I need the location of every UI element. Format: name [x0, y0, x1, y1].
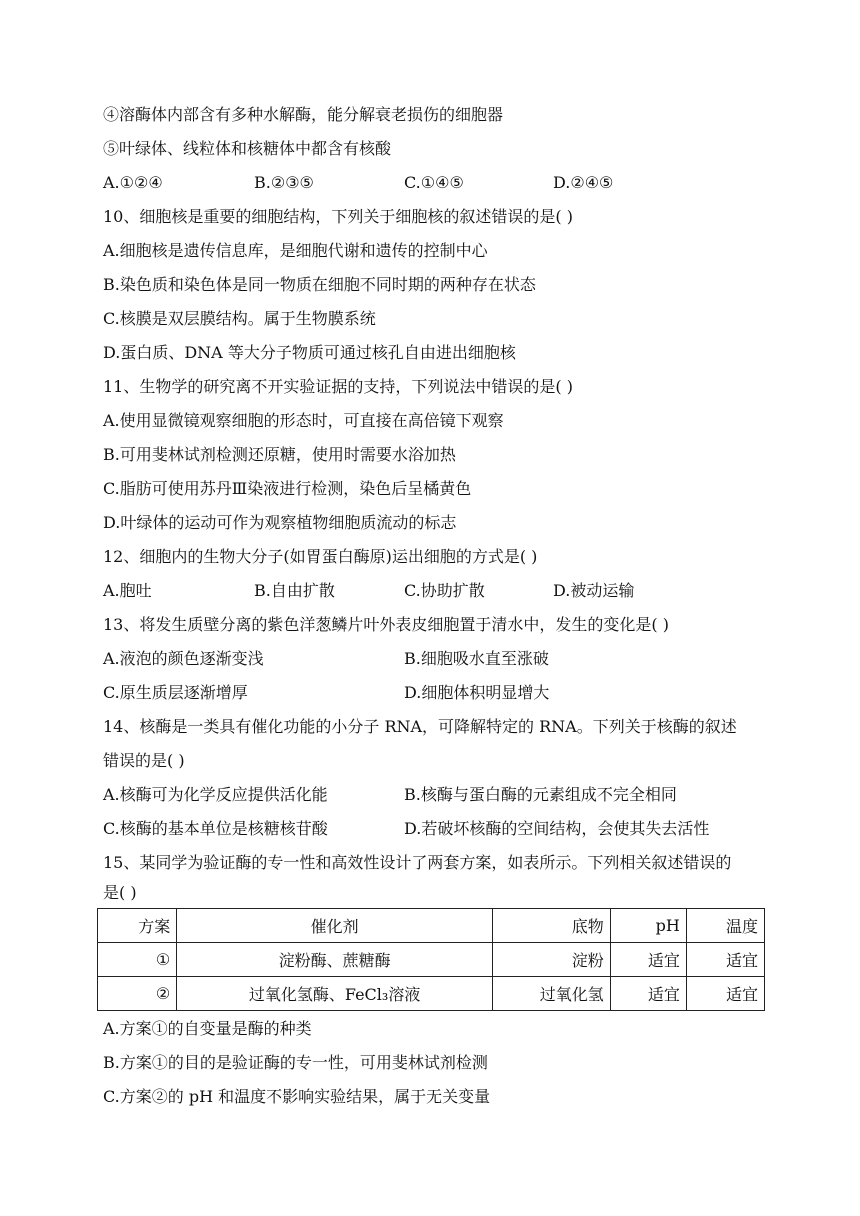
header-substrate: 底物 — [492, 909, 610, 943]
cell-scheme: ② — [98, 977, 177, 1011]
table-header-row — [98, 909, 765, 943]
header-scheme: 方案 — [98, 909, 177, 943]
q13-stem: 13、将发生质壁分离的紫色洋葱鳞片叶外表皮细胞置于清水中，发生的变化是( ) — [103, 615, 669, 634]
q10-option-b: B.染色质和染色体是同一物质在细胞不同时期的两种存在状态 — [103, 275, 536, 294]
cell-temperature: 适宜 — [686, 943, 764, 977]
item-4: ④溶酶体内部含有多种水解酶，能分解衰老损伤的细胞器 — [103, 105, 504, 124]
q12-option-d: D.被动运输 — [553, 581, 635, 600]
q11-option-d: D.叶绿体的运动可作为观察植物细胞质流动的标志 — [103, 513, 457, 532]
q14-option-d: D.若破坏核酶的空间结构，会使其失去活性 — [404, 819, 710, 838]
q9-option-b: B.②③⑤ — [254, 173, 314, 192]
q9-option-d: D.②④⑤ — [553, 173, 614, 192]
q13-option-c: C.原生质层逐渐增厚 — [103, 683, 248, 702]
q12-option-c: C.协助扩散 — [404, 581, 485, 600]
q14-option-c: C.核酶的基本单位是核糖核苷酸 — [103, 819, 328, 838]
scheme-table — [97, 908, 765, 1011]
q10-option-c: C.核膜是双层膜结构。属于生物膜系统 — [103, 309, 376, 328]
q12-option-b: B.自由扩散 — [254, 581, 335, 600]
cell-scheme: ① — [98, 943, 177, 977]
cell-substrate: 过氧化氢 — [492, 977, 610, 1011]
table-row — [98, 943, 765, 977]
q13-option-a: A.液泡的颜色逐渐变浅 — [103, 649, 264, 668]
q10-option-a: A.细胞核是遗传信息库，是细胞代谢和遗传的控制中心 — [103, 241, 488, 260]
cell-temperature: 适宜 — [686, 977, 764, 1011]
q13-option-d: D.细胞体积明显增大 — [404, 683, 550, 702]
header-ph: pH — [610, 909, 686, 943]
q11-option-a: A.使用显微镜观察细胞的形态时，可直接在高倍镜下观察 — [103, 411, 504, 430]
q10-option-d: D.蛋白质、DNA 等大分子物质可通过核孔自由进出细胞核 — [103, 343, 516, 362]
item-5: ⑤叶绿体、线粒体和核糖体中都含有核酸 — [103, 139, 392, 158]
q14-stem-line2: 错误的是( ) — [103, 751, 185, 770]
q15-option-a: A.方案①的自变量是酶的种类 — [103, 1019, 312, 1038]
q11-stem: 11、生物学的研究离不开实验证据的支持，下列说法中错误的是( ) — [103, 377, 573, 396]
q11-option-b: B.可用斐林试剂检测还原糖，使用时需要水浴加热 — [103, 445, 456, 464]
q15-stem-line1: 15、某同学为验证酶的专一性和高效性设计了两套方案，如表所示。下列相关叙述错误的 — [103, 853, 732, 872]
cell-catalyst: 淀粉酶、蔗糖酶 — [177, 943, 493, 977]
table-row — [98, 977, 765, 1011]
cell-substrate: 淀粉 — [492, 943, 610, 977]
q15-option-c: C.方案②的 pH 和温度不影响实验结果，属于无关变量 — [103, 1087, 491, 1106]
q14-option-b: B.核酶与蛋白酶的元素组成不完全相同 — [404, 785, 677, 804]
header-catalyst: 催化剂 — [177, 909, 493, 943]
q12-stem: 12、细胞内的生物大分子(如胃蛋白酶原)运出细胞的方式是( ) — [103, 547, 538, 566]
q15-option-b: B.方案①的目的是验证酶的专一性，可用斐林试剂检测 — [103, 1053, 488, 1072]
cell-catalyst: 过氧化氢酶、FeCl₃溶液 — [177, 977, 493, 1011]
q15-stem-line2: 是( ) — [103, 883, 137, 902]
cell-ph: 适宜 — [610, 943, 686, 977]
cell-ph: 适宜 — [610, 977, 686, 1011]
q14-option-a: A.核酶可为化学反应提供活化能 — [103, 785, 328, 804]
q9-option-c: C.①④⑤ — [404, 173, 464, 192]
q13-option-b: B.细胞吸水直至涨破 — [404, 649, 549, 668]
q9-option-a: A.①②④ — [103, 173, 163, 192]
q14-stem-line1: 14、核酶是一类具有催化功能的小分子 RNA，可降解特定的 RNA。下列关于核酶的叙述 — [103, 717, 737, 736]
q12-option-a: A.胞吐 — [103, 581, 152, 600]
q10-stem: 10、细胞核是重要的细胞结构，下列关于细胞核的叙述错误的是( ) — [103, 207, 573, 226]
q11-option-c: C.脂肪可使用苏丹Ⅲ染液进行检测，染色后呈橘黄色 — [103, 479, 472, 498]
header-temperature: 温度 — [686, 909, 764, 943]
